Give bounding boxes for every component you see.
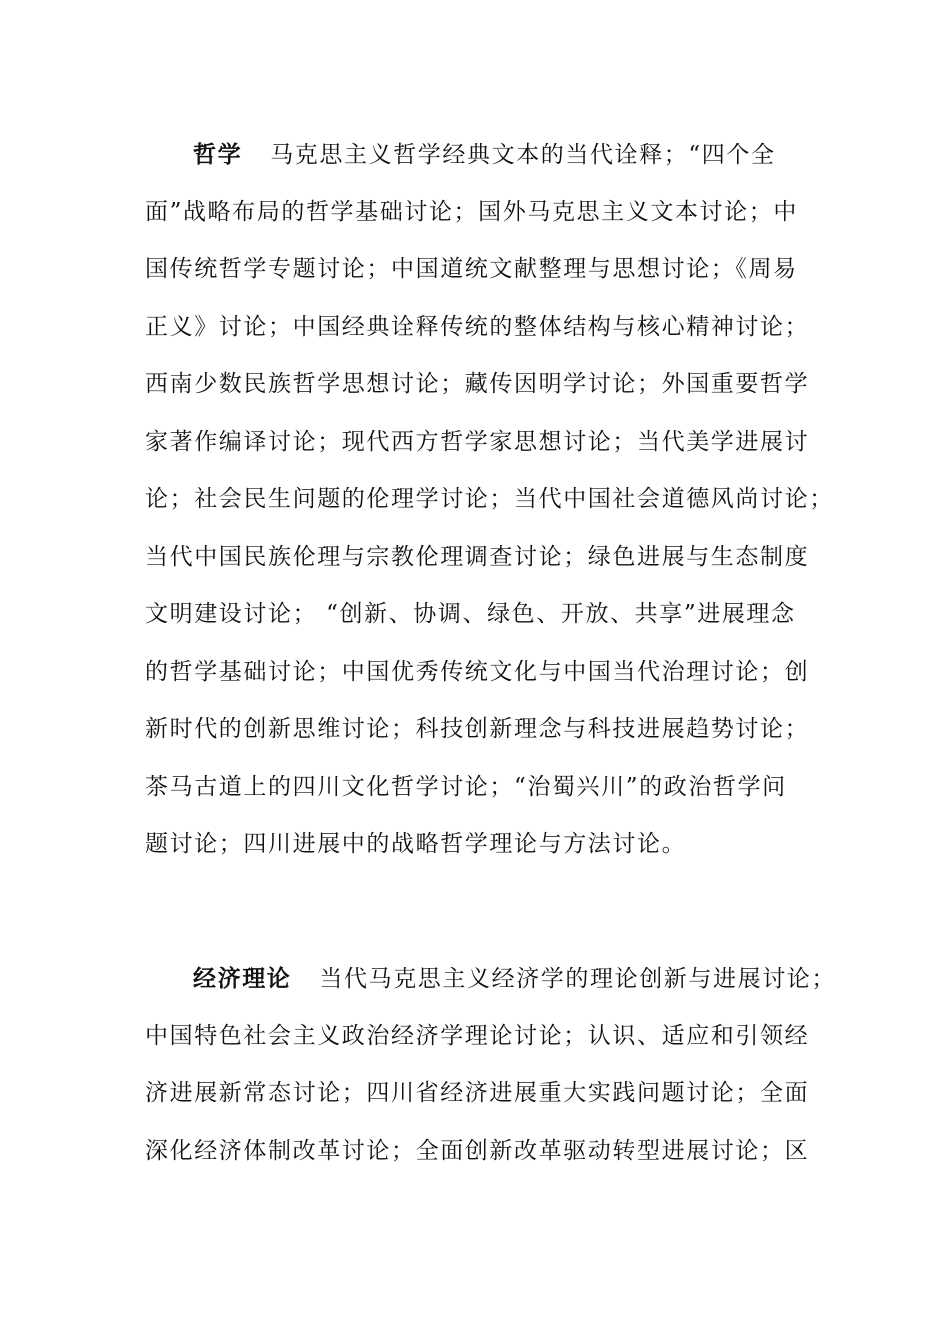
section-philosophy	[145, 126, 834, 874]
paragraph-line: 中国特色社会主义政治经济学理论讨论；认识、适应和引领经	[145, 1022, 810, 1049]
paragraph-text: 马克思主义哲学经典文本的当代诠释；“四个全	[270, 142, 776, 168]
paragraph-line: 面”战略布局的哲学基础讨论；国外马克思主义文本讨论；中	[145, 198, 798, 225]
paragraph-line: 的哲学基础讨论；中国优秀传统文化与中国当代治理讨论；创	[145, 658, 810, 685]
paragraph-line: 家著作编译讨论；现代西方哲学家思想讨论；当代美学进展讨	[145, 428, 810, 455]
paragraph-first-line	[145, 126, 825, 184]
paragraph-line: 文明建设讨论； “创新、协调、绿色、开放、共享”进展理念	[145, 601, 796, 627]
paragraph-line: 西南少数民族哲学思想讨论；藏传因明学讨论；外国重要哲学	[145, 371, 810, 397]
section-economic-theory	[145, 950, 837, 1180]
paragraph-first-line	[145, 950, 837, 1008]
paragraph-line: 当代中国民族伦理与宗教伦理调查讨论；绿色进展与生态制度	[145, 543, 810, 570]
paragraph-line: 深化经济体制改革讨论；全面创新改革驱动转型进展讨论；区	[145, 1137, 810, 1164]
paragraph-line: 论；社会民生问题的伦理学讨论；当代中国社会道德风尚讨论；	[145, 486, 834, 512]
paragraph-line: 国传统哲学专题讨论；中国道统文献整理与思想讨论；《周易	[145, 256, 798, 282]
paragraph-text: 当代马克思主义经济学的理论创新与进展讨论；	[319, 966, 837, 992]
section-heading: 经济理论	[193, 965, 292, 992]
section-heading: 哲学	[193, 141, 243, 168]
paragraph-line: 济进展新常态讨论；四川省经济进展重大实践问题讨论；全面	[145, 1080, 810, 1106]
paragraph-line: 新时代的创新思维讨论；科技创新理念与科技进展趋势讨论；	[145, 716, 810, 742]
paragraph-line: 正义》讨论；中国经典诠释传统的整体结构与核心精神讨论；	[145, 313, 810, 340]
paragraph-line: 题讨论；四川进展中的战略哲学理论与方法讨论。	[145, 831, 687, 857]
paragraph-line: 茶马古道上的四川文化哲学讨论；“治蜀兴川”的政治哲学问	[145, 773, 787, 800]
